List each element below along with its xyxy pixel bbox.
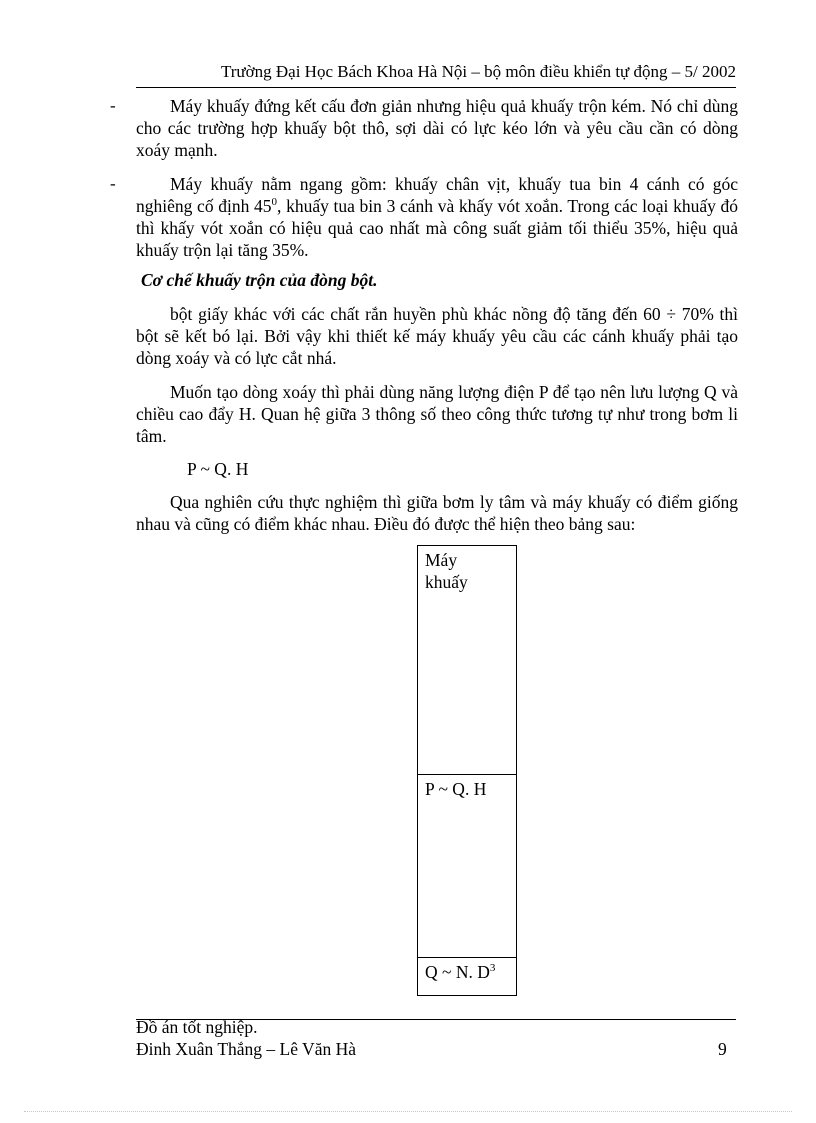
bullet-dash: - — [110, 174, 116, 193]
paragraph-vortex: Muốn tạo dòng xoáy thì phải dùng năng lượng điện P để tạo nên lưu lượng Q và chiều cao đẩy H. Quan hệ giữa 3 thông số theo công thức tương tự như trong bơm li tâm. — [136, 382, 738, 446]
formula: P ~ Q. H — [187, 459, 249, 479]
paragraph-research: Qua nghiên cứu thực nghiệm thì giữa bơm ly tâm và máy khuấy có điểm giống nhau và cũng có điểm khác nhau. Điều đó được thể hiện theo bảng sau: — [136, 492, 738, 534]
header-divider — [136, 87, 736, 88]
page-number: 9 — [718, 1039, 727, 1059]
paragraph-text: , khuấy tua bin 3 cánh và khấy vót xoắn. Trong các loại khuấy đó thì khấy vót xoắn có hiệu quả cao nhất mà công suất giảm tối thiểu 35%, hiệu quả khuấy trộn lại tăng 35%. — [136, 196, 739, 260]
exponent-superscript: 3 — [489, 962, 496, 975]
table-cell — [418, 546, 516, 774]
paragraph-pulp: bột giấy khác với các chất rắn huyền phù khác nồng độ tăng đến 60 ÷ 70% thì bột sẽ kết bó lại. Bởi vậy khi thiết kế máy khuấy yêu cầu các cánh khuấy phải tạo dòng xoáy và có lực cắt nhá. — [136, 304, 738, 368]
bullet-dash: - — [110, 96, 116, 115]
page-header: Trường Đại Học Bách Khoa Hà Nội – bộ môn điều khiển tự động – 5/ 2002 — [220, 62, 736, 81]
footer-authors: Đinh Xuân Thắng – Lê Văn Hà — [136, 1039, 356, 1059]
comparison-table — [417, 545, 517, 996]
footer-title: Đồ án tốt nghiệp. — [136, 1017, 258, 1037]
paragraph-vertical-mixer: Máy khuấy đứng kết cấu đơn giản nhưng hiệu quả khuấy trộn kém. Nó chỉ dùng cho các trường hợp khuấy bột thô, sợi dài có lực kéo lớn và yêu cầu cần có dòng xoáy mạnh. — [136, 96, 738, 160]
paragraph-text: Máy khuấy nằm ngang gồm: khuấy chân vịt, khuấy tua bin 4 cánh có góc nghiêng cố định 45 — [136, 174, 738, 216]
table-cell-text: Q ~ N. D — [425, 962, 490, 982]
table-cell-text: P ~ Q. H — [425, 779, 487, 799]
paragraph-horizontal-mixer — [136, 173, 738, 261]
table-cell — [418, 774, 516, 957]
section-heading: Cơ chế khuấy trộn của đòng bột. — [141, 270, 378, 290]
table-cell-text: Máy khuấy — [425, 550, 468, 592]
table-cell — [418, 957, 516, 995]
page-edge-dotted-line — [24, 1111, 792, 1112]
degree-superscript: 0 — [271, 196, 278, 209]
